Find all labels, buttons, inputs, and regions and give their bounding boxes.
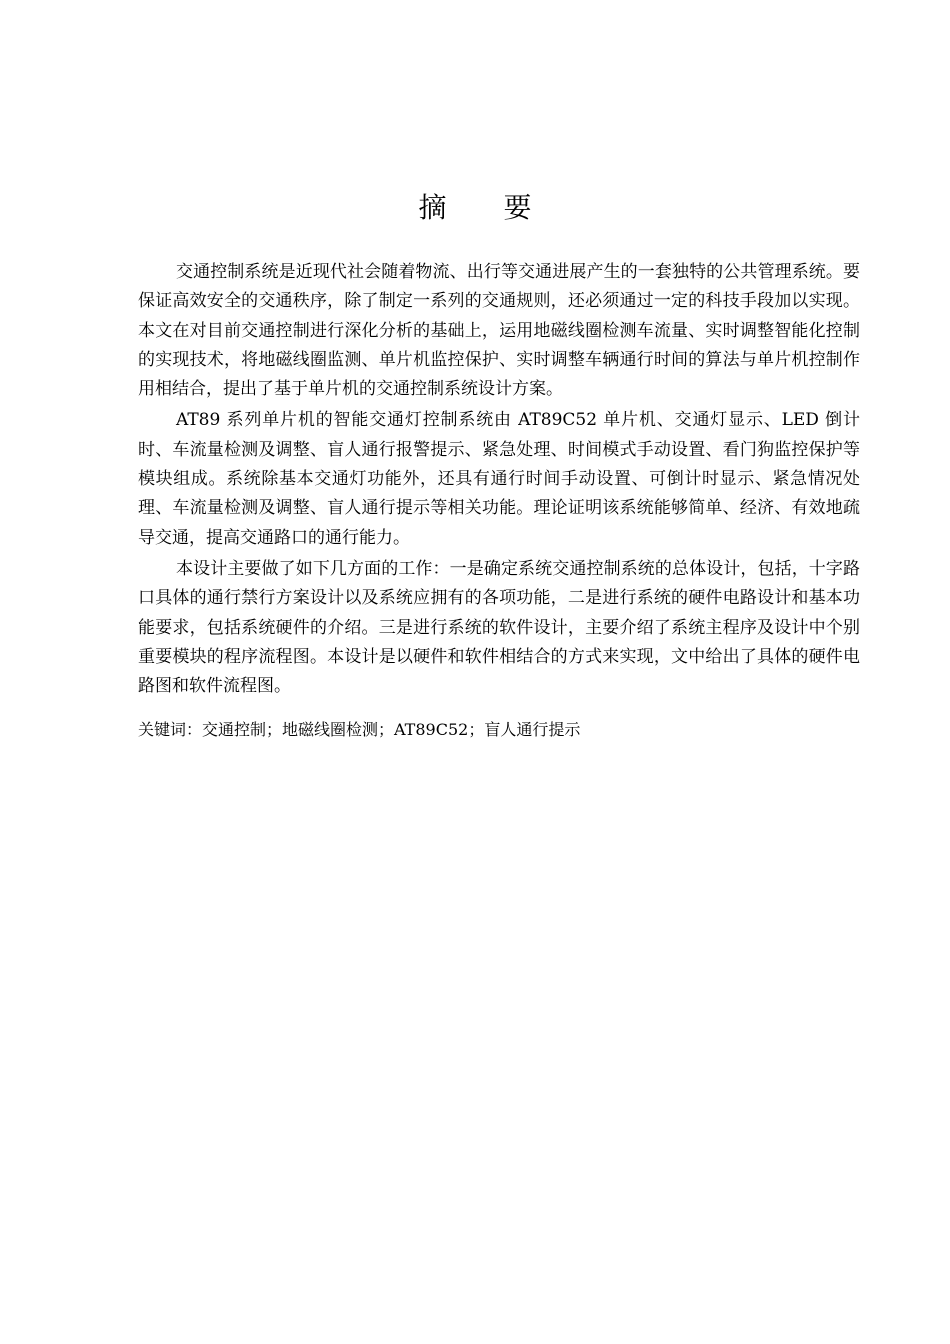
abstract-paragraph-1: 交通控制系统是近现代社会随着物流、出行等交通进展产生的一套独特的公共管理系统。要保证高效安全的交通秩序，除了制定一系列的交通规则，还必须通过一定的科技手段加以实现。本文在对目前交通控制进行深化分析的基础上，运用地磁线圈检测车流量、实时调整智能化控制的实现技术，将地磁线圈监测、单片机监控保护、实时调整车辆通行时间的算法与单片机控制作用相结合，提出了基于单片机的交通控制系统设计方案。	[138, 262, 860, 400]
abstract-title: 摘 要	[418, 191, 556, 224]
keywords-line: 关键词：交通控制；地磁线圈检测；AT89C52；盲人通行提示	[138, 720, 581, 740]
abstract-paragraph-2: AT89 系列单片机的智能交通灯控制系统由 AT89C52 单片机、交通灯显示、LED 倒计时、车流量检测及调整、盲人通行报警提示、紧急处理、时间模式手动设置、看门狗监控保护等模块组成。系统除基本交通灯功能外，还具有通行时间手动设置、可倒计时显示、紧急情况处理、车流量检测及调整、盲人通行提示等相关功能。理论证明该系统能够简单、经济、有效地疏导交通，提高交通路口的通行能力。	[138, 410, 860, 548]
abstract-body	[138, 258, 860, 744]
abstract-paragraph-3: 本设计主要做了如下几方面的工作：一是确定系统交通控制系统的总体设计，包括，十字路口具体的通行禁行方案设计以及系统应拥有的各项功能，二是进行系统的硬件电路设计和基本功能要求，包括系统硬件的介绍。三是进行系统的软件设计，主要介绍了系统主程序及设计中个别重要模块的程序流程图。本设计是以硬件和软件相结合的方式来实现，文中给出了具体的硬件电路图和软件流程图。	[138, 558, 860, 697]
